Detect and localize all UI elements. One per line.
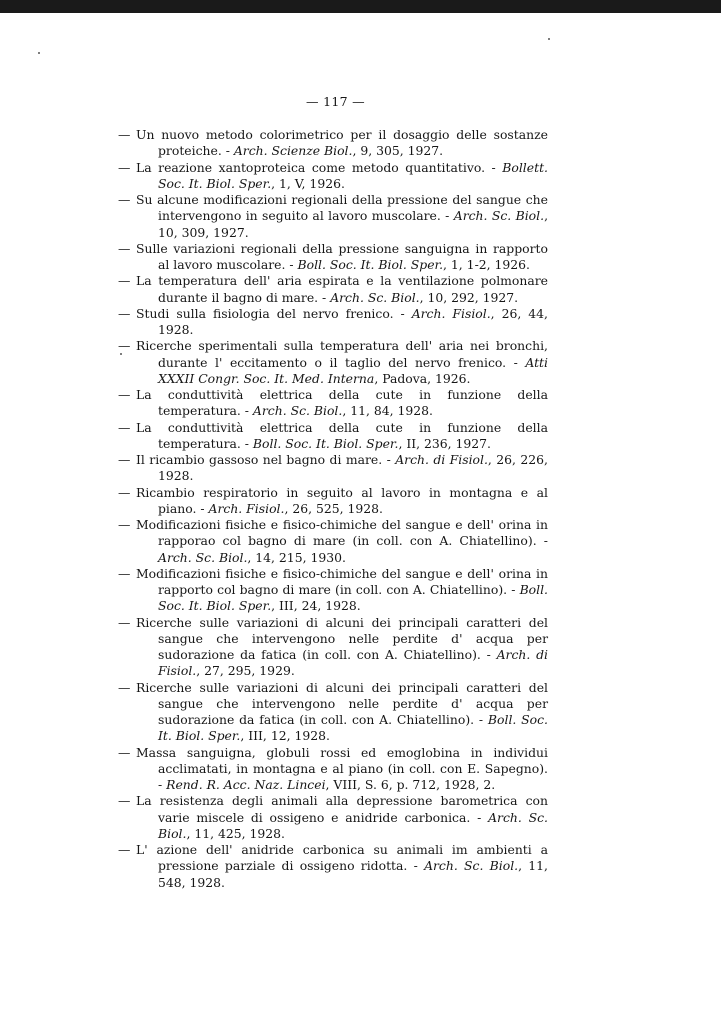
bibliography-list: [0, 127, 721, 891]
reference-text: Ricerche sulle variazioni di alcuni dei principali caratteri del sangue che intervengono nelle perdite d' acqua per sudorazione da fatica (in coll. con A. Chiatellino). -: [136, 614, 548, 662]
reference-source: Atti XXXII Congr. Soc. It. Med. Interna: [158, 354, 548, 386]
reference-text: La temperatura dell' aria espirata e la ventilazione polmonare durante il bagno di mare. -: [136, 273, 548, 305]
reference-item: [118, 419, 548, 453]
bullet-dash: —: [118, 305, 131, 321]
reference-item: [118, 127, 548, 160]
reference-item: [118, 305, 548, 339]
reference-source: Arch. Sc. Biol.: [158, 809, 548, 841]
reference-text: La conduttività elettrica della cute in funzione della temperatura. -: [136, 387, 548, 419]
reference-source: Rend. R. Acc. Naz. Lincei: [166, 777, 326, 792]
reference-source: Boll. Soc. It. Biol. Sper.: [252, 435, 399, 451]
reference-details: , 11, 84, 1928.: [342, 403, 433, 419]
reference-item: [118, 793, 548, 842]
reference-item: [118, 159, 548, 193]
reference-text: Modificazioni fisiche e fisico-chimiche del sangue e dell' orina in rapporto col bagno di mare (in coll. con A. Chiatellino). -: [136, 565, 548, 597]
reference-text: Su alcune modificazioni regionali della pressione del sangue che intervengono in seguito al lavoro muscolare. -: [136, 192, 548, 224]
bullet-dash: —: [118, 127, 131, 142]
bullet-dash: —: [118, 565, 131, 581]
bullet-dash: —: [118, 338, 131, 354]
bullet-dash: —: [118, 452, 131, 467]
reference-text: Ricerche sperimentali sulla temperatura dell' aria nei bronchi, durante l' eccitamento o il taglio del nervo frenico. -: [136, 338, 548, 370]
bullet-dash: —: [118, 484, 131, 500]
reference-source: Boll. Soc. It. Biol. Sper.: [158, 712, 548, 744]
reference-source: Boll. Soc. It. Biol. Sper.: [158, 582, 548, 614]
reference-source: Arch. Fisiol.: [411, 305, 491, 321]
reference-details: , 11, 548, 1928.: [158, 858, 548, 890]
reference-details: , 26, 525, 1928.: [284, 500, 383, 516]
reference-source: Arch. Sc. Biol.: [330, 289, 420, 305]
bullet-dash: —: [118, 614, 131, 630]
reference-source: Arch. Fisiol.: [208, 500, 285, 516]
reference-details: , III, 12, 1928.: [240, 728, 330, 744]
reference-details: , 10, 292, 1927.: [419, 289, 519, 305]
reference-text: Ricambio respiratorio in seguito al lavoro in montagna e al piano. -: [136, 484, 548, 516]
reference-text: La reazione xantoproteica come metodo quantitativo. -: [136, 159, 503, 175]
reference-text: Ricerche sulle variazioni di alcuni dei principali caratteri del sangue che intervengono nelle perdite d' acqua per sudorazione da fatica (in coll. con A. Chiatellino). -: [136, 679, 548, 727]
bullet-dash: —: [118, 159, 131, 175]
reference-source: Arch. Sc. Biol.: [252, 403, 343, 419]
reference-item: [118, 452, 548, 485]
reference-item: [118, 842, 548, 891]
reference-details: , III, 24, 1928.: [271, 598, 361, 614]
reference-text: La conduttività elettrica della cute in funzione della temperatura. -: [136, 419, 548, 451]
bullet-dash: —: [118, 793, 131, 809]
reference-item: [118, 565, 548, 615]
bullet-dash: —: [118, 273, 131, 289]
reference-item: [118, 387, 548, 420]
reference-details: , 26, 44, 1928.: [158, 305, 548, 337]
bullet-dash: —: [118, 842, 131, 857]
bullet-dash: —: [118, 744, 131, 760]
scan-speck: [38, 52, 40, 54]
reference-source: Arch. Sc. Biol.: [158, 549, 248, 565]
reference-item: [118, 240, 548, 274]
reference-details: , Padova, 1926.: [374, 370, 471, 386]
bullet-dash: —: [118, 517, 131, 532]
reference-text: Massa sanguigna, globuli rossi ed emoglobina in individui acclimatati, in montagna e al piano (in coll. con E. Sapegno). -: [136, 744, 548, 792]
reference-details: , VIII, S. 6, p. 712, 1928, 2.: [325, 777, 496, 792]
bullet-dash: —: [118, 387, 131, 402]
scan-top-edge: [0, 0, 721, 13]
reference-text: Studi sulla fisiologia del nervo frenico. -: [136, 305, 412, 321]
reference-details: , 10, 309, 1927.: [158, 208, 549, 240]
reference-text: Un nuovo metodo colorimetrico per il dosaggio delle sostanze proteiche. -: [136, 127, 548, 159]
reference-item: [118, 484, 548, 518]
bullet-dash: —: [118, 679, 131, 695]
reference-details: , 1, 1-2, 1926.: [443, 257, 530, 272]
reference-details: , 1, V, 1926.: [271, 175, 345, 191]
reference-source: Arch. Sc. Biol.: [453, 208, 545, 224]
reference-source: Boll. Soc. It. Biol. Sper.: [297, 257, 444, 272]
reference-details: , II, 236, 1927.: [398, 435, 491, 451]
reference-text: Il ricambio gassoso nel bagno di mare. -: [136, 452, 396, 467]
reference-details: , 26, 226, 1928.: [158, 452, 548, 484]
reference-source: Bollett. Soc. It. Biol. Sper.: [158, 159, 548, 191]
reference-text: Sulle variazioni regionali della pressione sanguigna in rapporto al lavoro muscolare. -: [136, 240, 548, 272]
bullet-dash: —: [118, 192, 131, 207]
reference-text: La resistenza degli animali alla depressione barometrica con varie miscele di ossigeno e anidride carbonica. -: [136, 793, 548, 825]
reference-details: , 14, 215, 1930.: [247, 549, 346, 565]
reference-text: L' azione dell' anidride carbonica su animali im ambienti a pressione parziale di ossigeno ridotta. -: [136, 842, 548, 874]
reference-details: , 11, 425, 1928.: [186, 825, 285, 841]
reference-item: [118, 744, 548, 794]
reference-source: Arch. di Fisiol.: [158, 647, 548, 679]
reference-item: [118, 338, 548, 387]
bullet-dash: —: [118, 419, 131, 435]
reference-item: [118, 679, 548, 745]
reference-source: Arch. di Fisiol.: [395, 452, 488, 467]
page-number: — 117 —: [306, 94, 365, 109]
reference-item: [118, 273, 548, 306]
bullet-dash: —: [118, 240, 131, 256]
reference-details: , 9, 305, 1927.: [352, 143, 444, 159]
reference-item: [118, 192, 549, 241]
reference-item: [118, 614, 548, 680]
reference-source: Arch. Scienze Biol.: [233, 143, 353, 159]
reference-source: Arch. Sc. Biol.: [424, 858, 519, 874]
reference-text: Modificazioni fisiche e fisico-chimiche del sangue e dell' orina in rapporao col bagno di mare (in coll. con A. Chiatellino). -: [136, 517, 548, 549]
scan-speck: [548, 38, 550, 40]
reference-item: [118, 517, 548, 566]
reference-details: , 27, 295, 1929.: [196, 663, 295, 679]
